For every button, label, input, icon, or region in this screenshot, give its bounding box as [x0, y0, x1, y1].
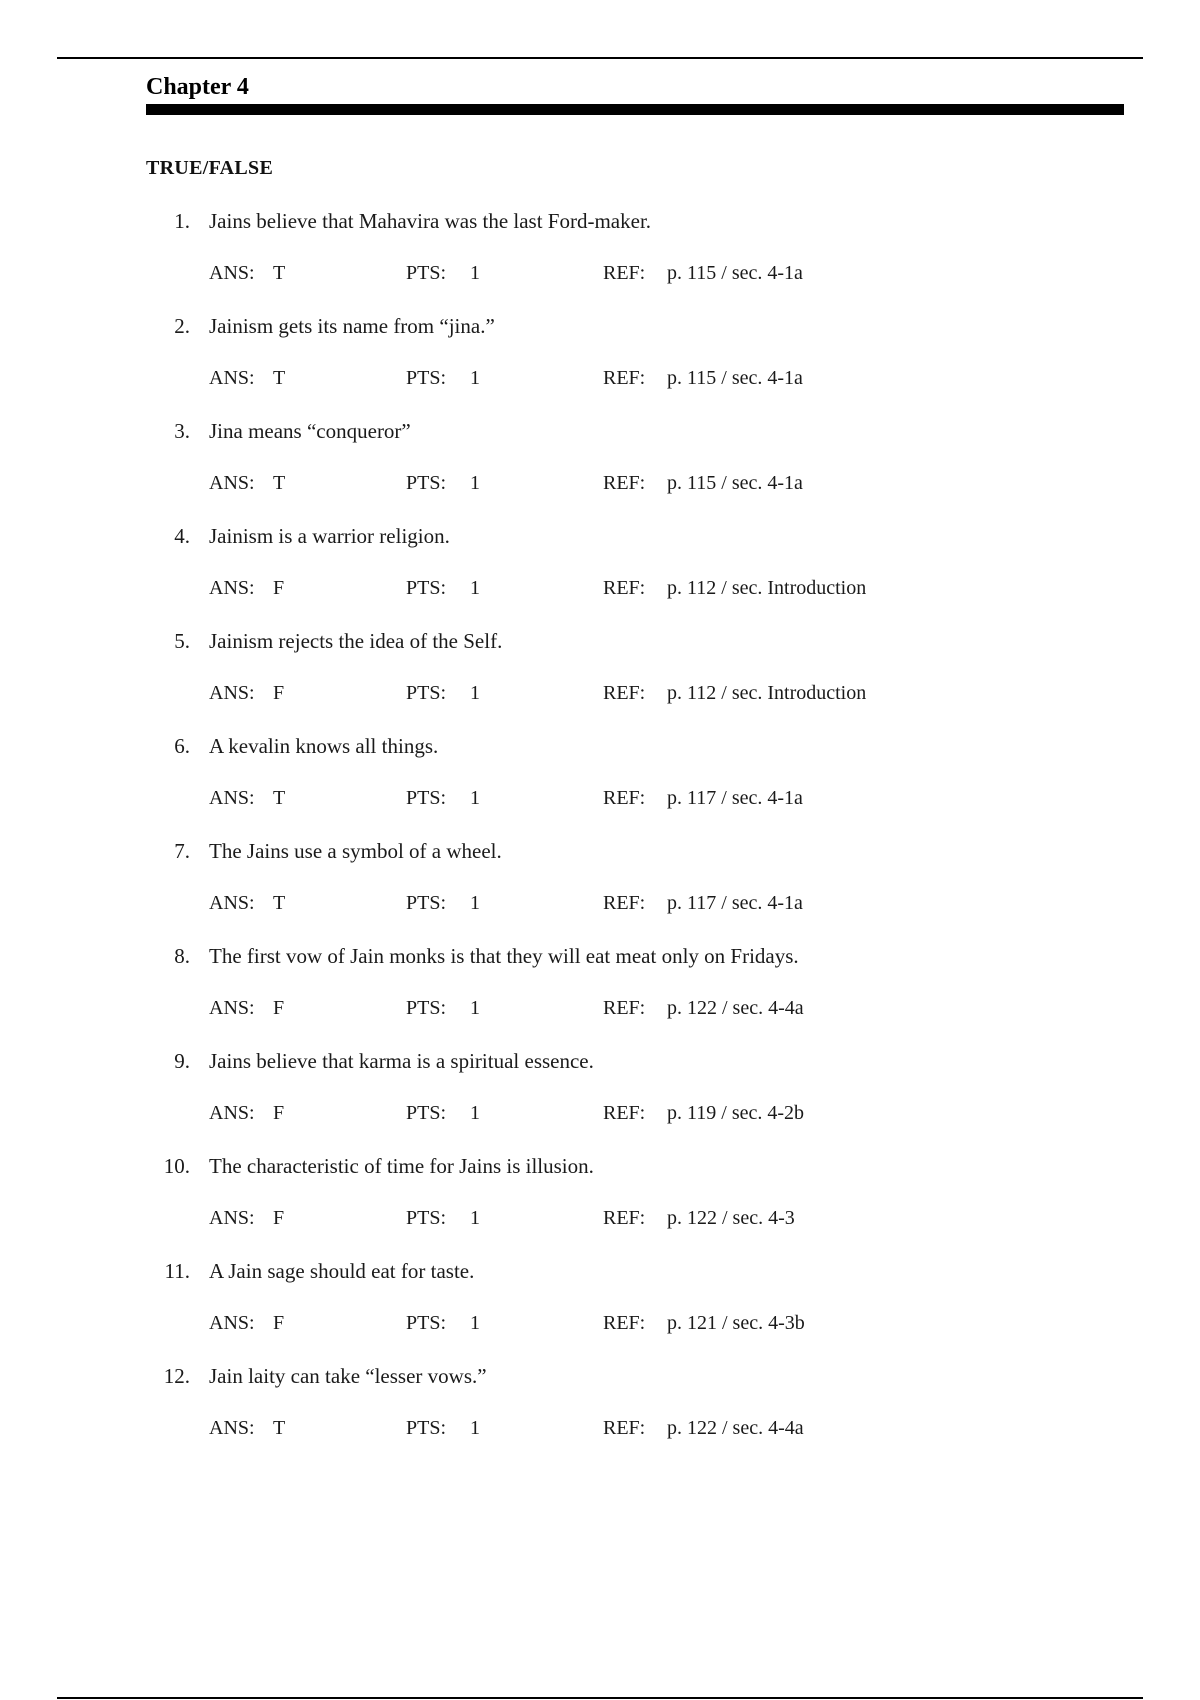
points-field	[406, 257, 480, 289]
answer-label: ANS:	[209, 787, 255, 809]
points-value: 1	[470, 1207, 480, 1229]
reference-label: REF:	[603, 1312, 646, 1334]
page-top-rule	[57, 57, 1143, 59]
question-item	[0, 835, 1200, 940]
points-value: 1	[470, 1312, 480, 1334]
reference-field	[603, 992, 804, 1024]
question-text: Jainism rejects the idea of the Self.	[209, 629, 503, 653]
answer-label: ANS:	[209, 1207, 255, 1229]
question-text: Jainism gets its name from “jina.”	[209, 314, 495, 338]
answer-value: T	[273, 787, 286, 809]
question-text: A Jain sage should eat for taste.	[209, 1259, 475, 1283]
question-number: 9.	[174, 1049, 190, 1073]
question-number: 6.	[174, 734, 190, 758]
question-number: 12.	[163, 1364, 190, 1388]
answer-value: T	[273, 472, 286, 494]
points-field	[406, 782, 480, 814]
chapter-title-bar	[146, 104, 1124, 115]
reference-label: REF:	[603, 892, 646, 914]
answer-value: F	[273, 997, 285, 1019]
answer-field	[209, 257, 285, 289]
answer-label: ANS:	[209, 1102, 255, 1124]
answer-field	[209, 1097, 284, 1129]
points-label: PTS:	[406, 787, 447, 809]
section-heading: TRUE/FALSE	[146, 157, 274, 179]
reference-label: REF:	[603, 787, 646, 809]
answer-label: ANS:	[209, 367, 255, 389]
answer-label: ANS:	[209, 892, 255, 914]
question-text: Jains believe that karma is a spiritual essence.	[209, 1049, 594, 1073]
points-field	[406, 467, 480, 499]
question-list	[0, 205, 1200, 1465]
question-item	[0, 415, 1200, 520]
reference-field	[603, 1412, 804, 1444]
reference-label: REF:	[603, 1417, 646, 1439]
question-number: 11.	[164, 1259, 190, 1283]
answer-value: F	[273, 577, 285, 599]
answer-value: F	[273, 1207, 285, 1229]
reference-value: p. 122 / sec. 4-3	[667, 1207, 795, 1229]
points-label: PTS:	[406, 1102, 447, 1124]
points-label: PTS:	[406, 1417, 447, 1439]
answer-field	[209, 782, 285, 814]
question-text: A kevalin knows all things.	[209, 734, 439, 758]
answer-field	[209, 992, 284, 1024]
question-item	[0, 1045, 1200, 1150]
reference-value: p. 119 / sec. 4-2b	[667, 1102, 805, 1124]
question-text: The Jains use a symbol of a wheel.	[209, 839, 502, 863]
points-field	[406, 992, 480, 1024]
points-label: PTS:	[406, 892, 447, 914]
question-number: 10.	[163, 1154, 190, 1178]
reference-field	[603, 362, 803, 394]
points-label: PTS:	[406, 682, 447, 704]
answer-field	[209, 677, 284, 709]
answer-value: T	[273, 892, 286, 914]
question-item	[0, 625, 1200, 730]
points-label: PTS:	[406, 262, 447, 284]
question-number: 8.	[174, 944, 190, 968]
reference-field	[603, 257, 803, 289]
question-text: Jainism is a warrior religion.	[209, 524, 450, 548]
reference-value: p. 122 / sec. 4-4a	[667, 997, 804, 1019]
reference-label: REF:	[603, 367, 646, 389]
answer-value: F	[273, 682, 285, 704]
points-label: PTS:	[406, 367, 447, 389]
question-number: 3.	[174, 419, 190, 443]
points-value: 1	[470, 892, 480, 914]
reference-value: p. 115 / sec. 4-1a	[667, 472, 803, 494]
answer-value: T	[273, 1417, 286, 1439]
points-field	[406, 1097, 480, 1129]
points-value: 1	[470, 682, 480, 704]
points-label: PTS:	[406, 577, 447, 599]
points-label: PTS:	[406, 1312, 447, 1334]
answer-field	[209, 887, 285, 919]
question-number: 4.	[174, 524, 190, 548]
question-item	[0, 310, 1200, 415]
reference-label: REF:	[603, 682, 646, 704]
answer-label: ANS:	[209, 1417, 255, 1439]
points-value: 1	[470, 367, 480, 389]
question-number: 1.	[174, 209, 190, 233]
reference-field	[603, 782, 803, 814]
answer-field	[209, 1202, 284, 1234]
question-text: Jain laity can take “lesser vows.”	[209, 1364, 487, 1388]
answer-label: ANS:	[209, 997, 255, 1019]
points-label: PTS:	[406, 1207, 447, 1229]
reference-value: p. 112 / sec. Introduction	[667, 577, 867, 599]
question-item	[0, 730, 1200, 835]
answer-label: ANS:	[209, 472, 255, 494]
answer-field	[209, 467, 285, 499]
answer-label: ANS:	[209, 262, 255, 284]
points-field	[406, 677, 480, 709]
reference-value: p. 115 / sec. 4-1a	[667, 262, 803, 284]
reference-value: p. 121 / sec. 4-3b	[667, 1312, 805, 1334]
answer-field	[209, 1307, 284, 1339]
points-value: 1	[470, 1417, 480, 1439]
answer-field	[209, 1412, 285, 1444]
answer-value: F	[273, 1102, 285, 1124]
reference-value: p. 122 / sec. 4-4a	[667, 1417, 804, 1439]
page-bottom-rule	[57, 1697, 1143, 1699]
question-item	[0, 205, 1200, 310]
answer-label: ANS:	[209, 1312, 255, 1334]
answer-label: ANS:	[209, 577, 255, 599]
points-value: 1	[470, 262, 480, 284]
reference-value: p. 117 / sec. 4-1a	[667, 892, 803, 914]
question-item	[0, 1360, 1200, 1465]
question-number: 2.	[174, 314, 190, 338]
reference-label: REF:	[603, 1102, 646, 1124]
reference-value: p. 117 / sec. 4-1a	[667, 787, 803, 809]
reference-field	[603, 467, 803, 499]
question-number: 7.	[174, 839, 190, 863]
question-text: The characteristic of time for Jains is illusion.	[209, 1154, 594, 1178]
answer-field	[209, 362, 285, 394]
points-label: PTS:	[406, 472, 447, 494]
points-field	[406, 1202, 480, 1234]
points-value: 1	[470, 787, 480, 809]
reference-field	[603, 677, 866, 709]
reference-field	[603, 1307, 805, 1339]
question-number: 5.	[174, 629, 190, 653]
question-text: Jains believe that Mahavira was the last Ford-maker.	[209, 209, 652, 233]
chapter-title: Chapter 4	[146, 74, 249, 100]
answer-value: T	[273, 367, 286, 389]
answer-label: ANS:	[209, 682, 255, 704]
reference-value: p. 112 / sec. Introduction	[667, 682, 867, 704]
reference-label: REF:	[603, 472, 646, 494]
reference-field	[603, 1097, 804, 1129]
reference-label: REF:	[603, 997, 646, 1019]
reference-field	[603, 887, 803, 919]
question-text: The first vow of Jain monks is that they will eat meat only on Fridays.	[209, 944, 799, 968]
question-item	[0, 940, 1200, 1045]
points-field	[406, 1307, 480, 1339]
reference-value: p. 115 / sec. 4-1a	[667, 367, 803, 389]
reference-field	[603, 1202, 795, 1234]
points-value: 1	[470, 472, 480, 494]
answer-value: T	[273, 262, 286, 284]
question-item	[0, 1255, 1200, 1360]
points-field	[406, 1412, 480, 1444]
reference-label: REF:	[603, 577, 646, 599]
points-value: 1	[470, 997, 480, 1019]
points-value: 1	[470, 1102, 480, 1124]
reference-field	[603, 572, 866, 604]
answer-field	[209, 572, 284, 604]
points-label: PTS:	[406, 997, 447, 1019]
question-text: Jina means “conqueror”	[209, 419, 411, 443]
points-field	[406, 362, 480, 394]
reference-label: REF:	[603, 262, 646, 284]
question-item	[0, 1150, 1200, 1255]
points-field	[406, 572, 480, 604]
points-field	[406, 887, 480, 919]
question-item	[0, 520, 1200, 625]
points-value: 1	[470, 577, 480, 599]
answer-value: F	[273, 1312, 285, 1334]
reference-label: REF:	[603, 1207, 646, 1229]
